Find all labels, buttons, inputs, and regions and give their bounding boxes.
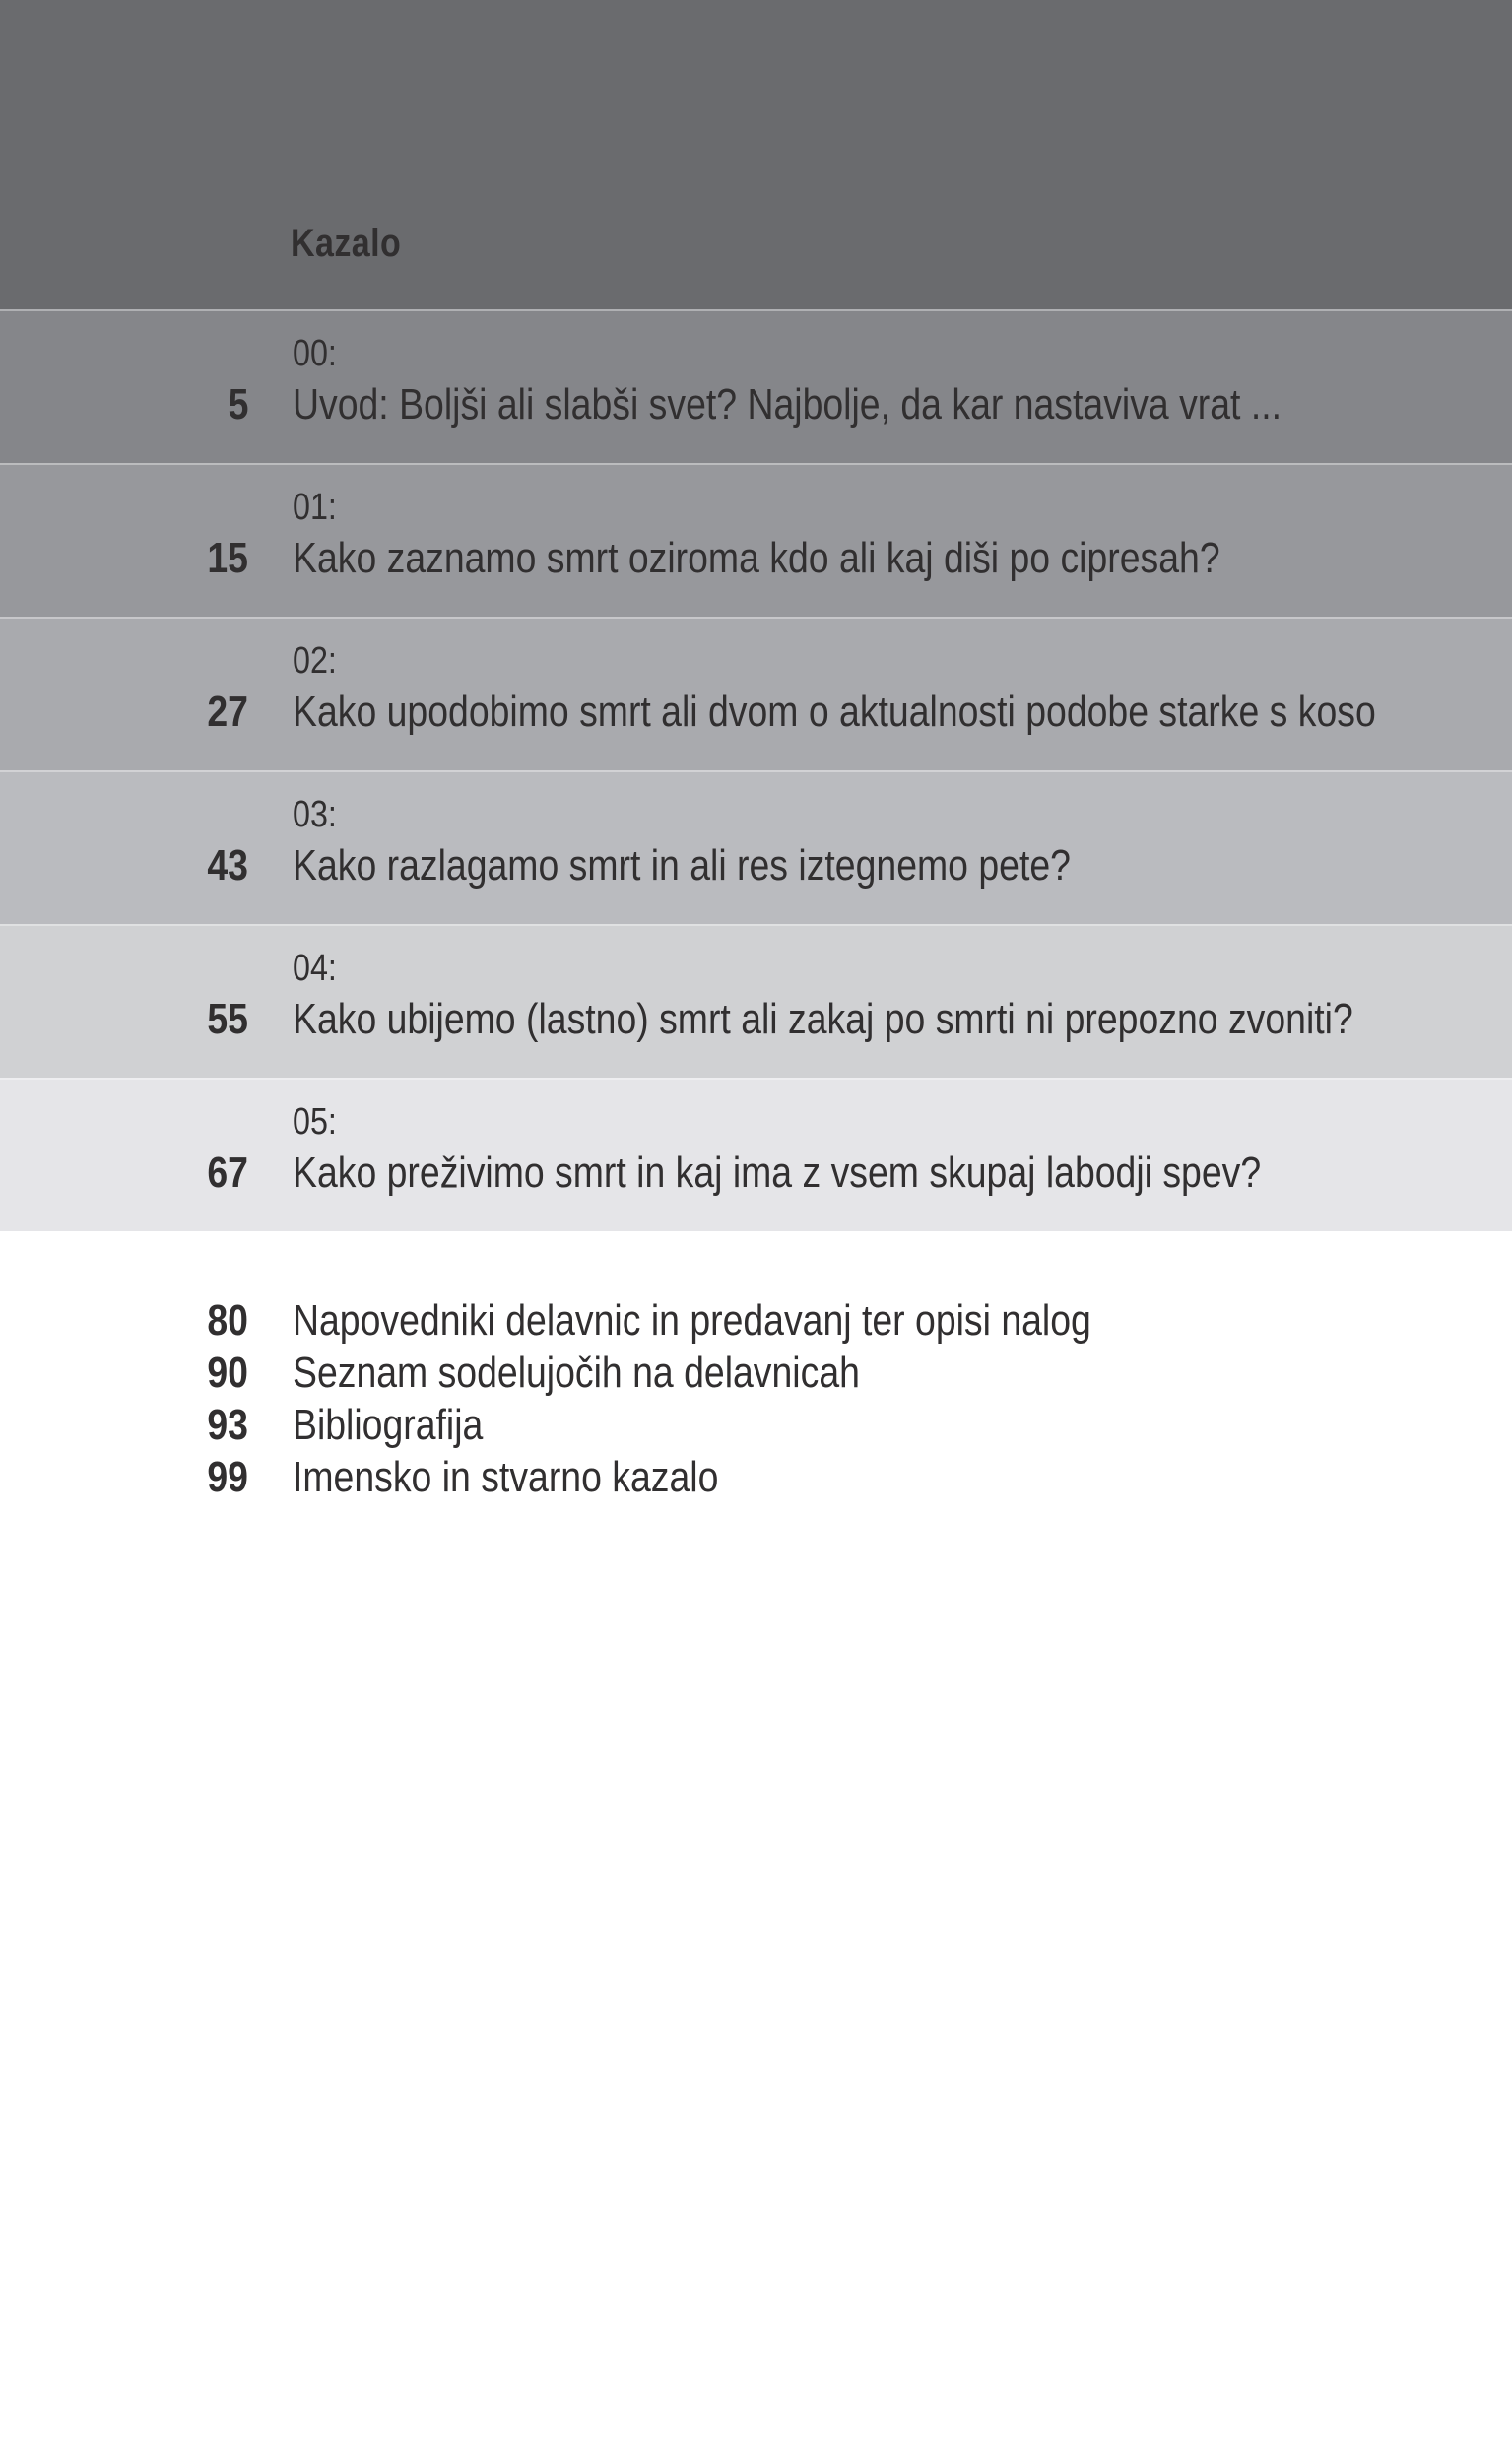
chapter-number-label — [0, 309, 1512, 372]
toc-entry-01 — [0, 463, 1512, 617]
chapter-title — [293, 1149, 1432, 1198]
chapter-page-number — [0, 995, 248, 1044]
toc-entry-04 — [0, 924, 1512, 1078]
chapter-page-number — [0, 1149, 248, 1198]
chapter-page-text: 43 — [207, 841, 248, 890]
chapter-title-text: Kako razlagamo smrt in ali res iztegnemo pete? — [293, 841, 1071, 890]
chapter-page-number — [0, 534, 248, 583]
page-title-text: Kazalo — [291, 222, 402, 265]
chapter-page-number — [0, 841, 248, 891]
back-matter-title — [293, 1347, 960, 1399]
toc-entry-02 — [0, 617, 1512, 770]
chapter-page-number — [0, 688, 248, 737]
back-matter-title — [293, 1399, 516, 1451]
back-matter-title-text: Seznam sodelujočih na delavnicah — [293, 1349, 860, 1397]
back-matter-row — [0, 1399, 1512, 1451]
toc-header-band — [0, 0, 1512, 309]
chapter-title-text: Uvod: Boljši ali slabši svet? Najbolje, da kar nastaviva vrat ... — [293, 380, 1282, 429]
back-matter-page-text: 80 — [207, 1296, 248, 1345]
chapter-page-text: 5 — [228, 380, 248, 429]
back-matter-page-number — [0, 1294, 248, 1347]
chapter-page-text: 67 — [207, 1149, 248, 1197]
chapter-title-text: Kako ubijemo (lastno) smrt ali zakaj po smrti ni prepozno zvoniti? — [293, 995, 1353, 1043]
chapter-row — [0, 380, 1512, 429]
chapter-number-label — [0, 463, 1512, 526]
chapter-title — [293, 841, 1208, 891]
chapter-row — [0, 1149, 1512, 1198]
back-matter-page-text: 93 — [207, 1401, 248, 1449]
chapter-row — [0, 688, 1512, 737]
chapter-number-text: 00: — [293, 333, 337, 374]
chapter-number-text: 03: — [293, 794, 337, 835]
back-matter-title — [293, 1451, 794, 1503]
chapter-number-text: 02: — [293, 640, 337, 682]
chapter-title-text: Kako preživimo smrt in kaj ima z vsem skupaj labodji spev? — [293, 1149, 1262, 1197]
chapter-title — [293, 534, 1384, 583]
chapter-title — [293, 995, 1512, 1044]
chapter-row — [0, 841, 1512, 891]
chapter-row — [0, 995, 1512, 1044]
chapter-number-text: 05: — [293, 1101, 337, 1143]
chapter-title-text: Kako zaznamo smrt oziroma kdo ali kaj diši po cipresah? — [293, 534, 1220, 582]
chapter-page-number — [0, 380, 248, 429]
back-matter-title — [293, 1294, 1232, 1347]
back-matter-page-number — [0, 1451, 248, 1503]
back-matter-title-text: Bibliografija — [293, 1401, 484, 1449]
back-matter-row — [0, 1451, 1512, 1503]
back-matter-page-number — [0, 1347, 248, 1399]
chapter-row — [0, 534, 1512, 583]
chapter-number-text: 01: — [293, 487, 337, 528]
back-matter-title-text: Napovedniki delavnic in predavanj ter opisi nalog — [293, 1296, 1091, 1345]
chapter-number-text: 04: — [293, 948, 337, 989]
toc-back-matter — [0, 1231, 1512, 1503]
chapter-number-label — [0, 770, 1512, 833]
back-matter-page-text: 99 — [207, 1453, 248, 1501]
chapter-title-text: Kako upodobimo smrt ali dvom o aktualnosti podobe starke s koso — [293, 688, 1376, 736]
toc-entry-03 — [0, 770, 1512, 924]
chapter-title — [293, 380, 1456, 429]
back-matter-page-text: 90 — [207, 1349, 248, 1397]
back-matter-row — [0, 1347, 1512, 1399]
chapter-page-text: 15 — [207, 534, 248, 582]
back-matter-row — [0, 1294, 1512, 1347]
chapter-number-label — [0, 1078, 1512, 1141]
toc-entry-05 — [0, 1078, 1512, 1231]
page-title — [0, 0, 1512, 266]
chapter-page-text: 27 — [207, 688, 248, 736]
chapter-page-text: 55 — [207, 995, 248, 1043]
toc-entry-00 — [0, 309, 1512, 463]
back-matter-page-number — [0, 1399, 248, 1451]
chapter-title — [293, 688, 1512, 737]
chapter-number-label — [0, 617, 1512, 680]
back-matter-title-text: Imensko in stvarno kazalo — [293, 1453, 719, 1501]
chapter-number-label — [0, 924, 1512, 987]
